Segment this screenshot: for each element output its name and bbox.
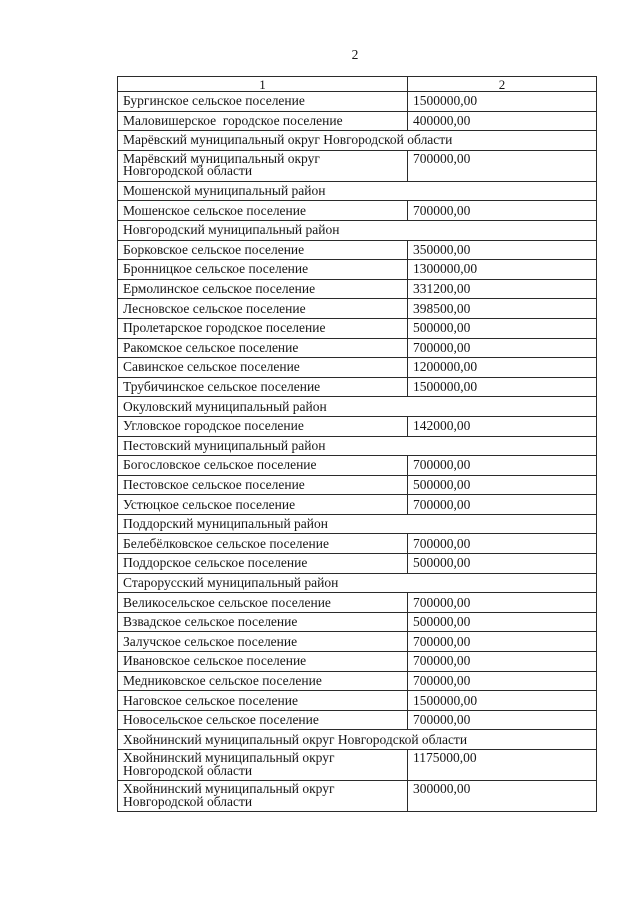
municipality-name: Богословское сельское поселение — [118, 456, 408, 476]
page-number: 2 — [351, 47, 359, 62]
allocation-amount: 700000,00 — [408, 150, 597, 181]
table-row — [118, 377, 597, 397]
allocation-amount: 500000,00 — [408, 554, 597, 574]
allocation-amount: 1500000,00 — [408, 377, 597, 397]
allocation-amount: 700000,00 — [408, 338, 597, 358]
allocation-amount: 300000,00 — [408, 781, 597, 812]
table-row — [118, 750, 597, 781]
district-row — [118, 131, 597, 151]
municipality-name: Наговское сельское поселение — [118, 691, 408, 711]
table-row — [118, 299, 597, 319]
allocation-amount: 500000,00 — [408, 612, 597, 632]
municipality-name: Трубичинское сельское поселение — [118, 377, 408, 397]
table-row — [118, 111, 597, 131]
table-row — [118, 240, 597, 260]
allocation-amount: 700000,00 — [408, 593, 597, 613]
municipality-name: Бронницкое сельское поселение — [118, 260, 408, 280]
municipality-name: Савинское сельское поселение — [118, 358, 408, 378]
table-row — [118, 456, 597, 476]
municipality-name: Устюцкое сельское поселение — [118, 495, 408, 515]
table-row — [118, 318, 597, 338]
municipality-name: Поддорское сельское поселение — [118, 554, 408, 574]
column-number-1: 1 — [118, 77, 408, 92]
table-row — [118, 260, 597, 280]
table-row — [118, 691, 597, 711]
table-row — [118, 92, 597, 112]
district-row — [118, 397, 597, 417]
allocation-amount: 700000,00 — [408, 495, 597, 515]
allocation-amount: 700000,00 — [408, 456, 597, 476]
municipality-name: Пестовское сельское поселение — [118, 475, 408, 495]
allocation-amount: 700000,00 — [408, 201, 597, 221]
allocation-amount: 700000,00 — [408, 671, 597, 691]
table-row — [118, 416, 597, 436]
header-row — [118, 77, 597, 92]
table-row — [118, 279, 597, 299]
municipality-name: Бургинское сельское поселение — [118, 92, 408, 112]
column-number-2: 2 — [408, 77, 597, 92]
district-heading: Новгородский муниципальный район — [118, 220, 597, 240]
table-row — [118, 201, 597, 221]
allocation-amount: 1300000,00 — [408, 260, 597, 280]
table-row — [118, 358, 597, 378]
allocation-amount: 398500,00 — [408, 299, 597, 319]
municipality-name: Медниковское сельское поселение — [118, 671, 408, 691]
table-row — [118, 632, 597, 652]
allocation-amount: 700000,00 — [408, 652, 597, 672]
allocation-amount: 400000,00 — [408, 111, 597, 131]
table-row — [118, 612, 597, 632]
municipality-name: Мошенское сельское поселение — [118, 201, 408, 221]
municipality-name: Марёвский муниципальный округ Новгородской области — [118, 150, 408, 181]
table-row — [118, 710, 597, 730]
municipality-name: Лесновское сельское поселение — [118, 299, 408, 319]
district-heading: Старорусский муниципальный район — [118, 573, 597, 593]
municipality-name: Залучское сельское поселение — [118, 632, 408, 652]
municipality-name: Хвойнинский муниципальный округ Новгородской области — [118, 750, 408, 781]
table-row — [118, 671, 597, 691]
table-row — [118, 593, 597, 613]
municipality-name: Новосельское сельское поселение — [118, 710, 408, 730]
district-heading: Пестовский муниципальный район — [118, 436, 597, 456]
allocation-amount: 350000,00 — [408, 240, 597, 260]
allocation-amount: 700000,00 — [408, 534, 597, 554]
municipality-name: Белебёлковское сельское поселение — [118, 534, 408, 554]
allocation-amount: 1500000,00 — [408, 691, 597, 711]
allocation-table — [117, 76, 597, 812]
district-heading: Мошенской муниципальный район — [118, 181, 597, 201]
district-row — [118, 220, 597, 240]
table-row — [118, 475, 597, 495]
table-row — [118, 554, 597, 574]
municipality-name: Хвойнинский муниципальный округ Новгородской области — [118, 781, 408, 812]
district-row — [118, 573, 597, 593]
allocation-amount: 500000,00 — [408, 318, 597, 338]
municipality-name: Угловское городское поселение — [118, 416, 408, 436]
table-row — [118, 534, 597, 554]
district-heading: Марёвский муниципальный округ Новгородской области — [118, 131, 597, 151]
municipality-name: Великосельское сельское поселение — [118, 593, 408, 613]
municipality-name: Взвадское сельское поселение — [118, 612, 408, 632]
district-row — [118, 514, 597, 534]
allocation-amount: 142000,00 — [408, 416, 597, 436]
municipality-name: Ивановское сельское поселение — [118, 652, 408, 672]
district-row — [118, 181, 597, 201]
allocation-amount: 700000,00 — [408, 710, 597, 730]
table-row — [118, 150, 597, 181]
municipality-name: Ракомское сельское поселение — [118, 338, 408, 358]
allocation-amount: 331200,00 — [408, 279, 597, 299]
table-row — [118, 781, 597, 812]
allocation-amount: 1500000,00 — [408, 92, 597, 112]
table-row — [118, 338, 597, 358]
table-row — [118, 652, 597, 672]
municipality-name: Борковское сельское поселение — [118, 240, 408, 260]
municipality-name: Ермолинское сельское поселение — [118, 279, 408, 299]
district-heading: Поддорский муниципальный район — [118, 514, 597, 534]
allocation-amount: 1200000,00 — [408, 358, 597, 378]
municipality-name: Пролетарское городское поселение — [118, 318, 408, 338]
district-row — [118, 730, 597, 750]
municipality-name: Маловишерское городское поселение — [118, 111, 408, 131]
district-row — [118, 436, 597, 456]
allocation-amount: 700000,00 — [408, 632, 597, 652]
table-row — [118, 495, 597, 515]
district-heading: Хвойнинский муниципальный округ Новгородской области — [118, 730, 597, 750]
allocation-amount: 500000,00 — [408, 475, 597, 495]
district-heading: Окуловский муниципальный район — [118, 397, 597, 417]
allocation-amount: 1175000,00 — [408, 750, 597, 781]
